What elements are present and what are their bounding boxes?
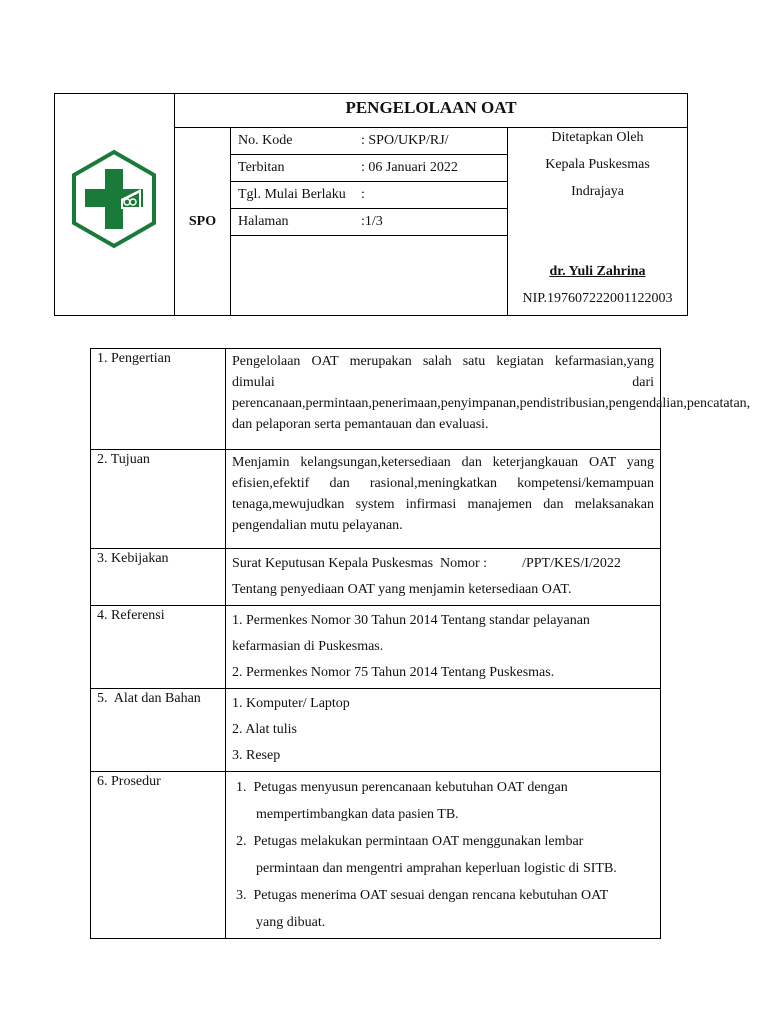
signature-block [508, 128, 687, 315]
list-item: 3. Resep [232, 748, 281, 763]
policy-line: Tentang penyediaan OAT yang menjamin ketersediaan OAT. [232, 582, 572, 597]
sign-line-3: Indrajaya [571, 184, 624, 199]
section-content [226, 549, 661, 606]
table-row [91, 772, 661, 939]
field-value: : SPO/UKP/RJ/ [361, 133, 449, 148]
section-label: 5. Alat dan Bahan [91, 689, 226, 772]
section-content [226, 689, 661, 772]
field-value: :1/3 [361, 214, 383, 229]
table-row [91, 450, 661, 549]
table-row [91, 606, 661, 689]
puskesmas-logo-icon [69, 149, 159, 249]
field-value: : 06 Januari 2022 [361, 160, 458, 175]
procedure-step: 1. Petugas menyusun perencanaan kebutuhan OAT dengan [236, 780, 568, 795]
list-item: 2. Permenkes Nomor 75 Tahun 2014 Tentang Puskesmas. [232, 665, 555, 680]
field-row [231, 128, 507, 155]
field-row [231, 155, 507, 182]
procedure-step: 3. Petugas menerima OAT sesuai dengan rencana kebutuhan OAT [236, 888, 609, 903]
table-row [91, 349, 661, 450]
field-value: : [361, 187, 365, 202]
section-label: 4. Referensi [91, 606, 226, 689]
policy-line: Surat Keputusan Kepala Puskesmas Nomor : /PPT/KES/I/2022 [232, 556, 621, 571]
procedure-step-cont: permintaan dan mengentri amprahan keperluan logistic di SITB. [256, 861, 617, 876]
table-row [91, 549, 661, 606]
list-item: 1. Komputer/ Laptop [232, 696, 350, 711]
logo-cell [55, 94, 175, 315]
sign-line-2: Kepala Puskesmas [545, 157, 650, 172]
section-label: 3. Kebijakan [91, 549, 226, 606]
section-content [226, 606, 661, 689]
procedure-step: 2. Petugas melakukan permintaan OAT menggunakan lembar [236, 834, 584, 849]
spo-label: SPO [175, 128, 231, 315]
section-label: 6. Prosedur [91, 772, 226, 939]
list-item: 2. Alat tulis [232, 722, 297, 737]
field-key: Terbitan [238, 160, 285, 175]
sign-line-1: Ditetapkan Oleh [551, 130, 644, 145]
procedure-table [90, 348, 751, 939]
section-content [226, 772, 661, 939]
header-table [54, 93, 688, 316]
document-title: PENGELOLAAN OAT [175, 94, 687, 128]
field-key: No. Kode [238, 133, 293, 148]
signatory-nip: NIP.197607222001122003 [522, 291, 673, 306]
document-fields [231, 128, 508, 315]
field-row [231, 209, 507, 236]
section-label: 2. Tujuan [91, 450, 226, 549]
field-key: Halaman [238, 214, 289, 229]
table-row [91, 689, 661, 772]
section-text: Pengelolaan OAT merupakan salah satu kegiatan kefarmasian,yang dimulai dari perencanaan,permintaan,penerimaan,penyimpanan,pendistribusian,pengendalian,pencatatan, dan pelaporan serta pemantauan dan evaluasi. [226, 349, 661, 450]
procedure-step-cont: mempertimbangkan data pasien TB. [256, 807, 459, 822]
section-label: 1. Pengertian [91, 349, 226, 450]
field-key: Tgl. Mulai Berlaku [238, 187, 346, 202]
procedure-step-cont: yang dibuat. [256, 915, 326, 930]
field-row [231, 182, 507, 209]
list-item: 1. Permenkes Nomor 30 Tahun 2014 Tentang standar pelayanan [232, 613, 590, 628]
signatory-name: dr. Yuli Zahrina [549, 264, 646, 279]
list-item: kefarmasian di Puskesmas. [232, 639, 384, 654]
section-text: Menjamin kelangsungan,ketersediaan dan keterjangkauan OAT yang efisien,efektif dan rasional,meningkatkan kompetensi/kemampuan tenaga,mewujudkan system infirmasi manajemen dan melaksanakan pengendalian mutu pelayanan. [226, 450, 661, 549]
